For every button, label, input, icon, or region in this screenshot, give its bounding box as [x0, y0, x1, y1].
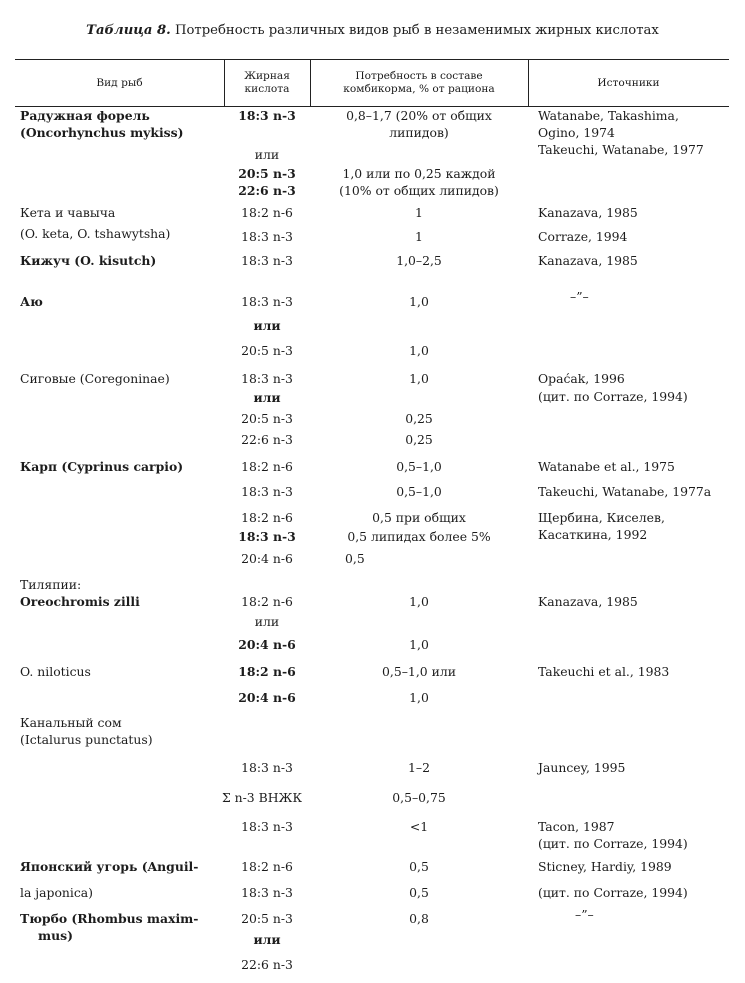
source: Takeuchi, Watanabe, 1977a [538, 484, 712, 499]
requirement: 0,25 [405, 411, 433, 426]
fatty-acid: 20:4 n-6 [238, 690, 296, 705]
fatty-acid: 18:2 n-6 [238, 664, 296, 679]
fatty-acid: 20:5 n-3 [241, 911, 293, 926]
species-name: Сиговые (Coregoninae) [20, 371, 170, 386]
requirement: 0,5 [409, 859, 429, 874]
fatty-acid: 18:3 n-3 [241, 760, 293, 775]
source: Tacon, 1987 [538, 819, 615, 834]
fatty-acid: 18:3 n-3 [238, 108, 296, 123]
requirement: 0,25 [405, 432, 433, 447]
source: –”– [575, 907, 594, 922]
or-connector: или [254, 614, 280, 629]
requirement: 0,5–0,75 [392, 790, 446, 805]
fatty-acid: 20:4 n-6 [238, 637, 296, 652]
species-name: Oreochromis zilli [20, 594, 140, 609]
species-latin: (Oncorhynchus mykiss) [20, 125, 184, 140]
source: Ogino, 1974 [538, 125, 615, 140]
species-latin: (Ictalurus punctatus) [20, 732, 153, 747]
species-name: Японский угорь (Anguil- [20, 859, 199, 874]
fatty-acid: 18:2 n-6 [241, 859, 293, 874]
species-group: Тиляпии: [20, 577, 82, 592]
requirement: 0,8–1,7 (20% от общих [346, 108, 492, 123]
source: Watanabe et al., 1975 [538, 459, 675, 474]
requirement: <1 [409, 819, 429, 834]
requirement: 0,5–1,0 [396, 459, 442, 474]
fatty-acid: 18:3 n-3 [241, 484, 293, 499]
species-latin: (O. keta, O. tshawytsha) [20, 226, 171, 241]
source: Kanazava, 1985 [538, 594, 638, 609]
requirement: 0,5–1,0 [396, 484, 442, 499]
requirement: 1,0 [409, 637, 429, 652]
source: (цит. по Corraze, 1994) [538, 389, 688, 404]
requirement: 1,0 [409, 690, 429, 705]
source: Watanabe, Takashima, [538, 108, 679, 123]
species-name: Аю [20, 294, 43, 309]
requirement: 1,0 [409, 294, 429, 309]
requirement: 1 [415, 205, 423, 220]
fatty-acid: 18:3 n-3 [241, 229, 293, 244]
fatty-acid: 20:5 n-3 [238, 166, 296, 181]
source: –”– [570, 289, 589, 304]
fatty-acid: 18:2 n-6 [241, 594, 293, 609]
or-connector: или [253, 318, 281, 333]
requirement: 1,0 [409, 371, 429, 386]
species-name: Карп (Cyprinus carpio) [20, 459, 184, 474]
source: (цит. по Corraze, 1994) [538, 885, 688, 900]
requirement: (10% от общих липидов) [339, 183, 499, 198]
header-species: Вид рыб [96, 76, 143, 89]
species-latin: mus) [38, 928, 73, 943]
source: (цит. по Corraze, 1994) [538, 836, 688, 851]
table-caption-text: Потребность различных видов рыб в незаменимых жирных кислотах [174, 23, 659, 38]
source: Щербина, Киселев, [538, 510, 665, 525]
fatty-acid: 22:6 n-3 [238, 183, 296, 198]
header-sources: Источники [597, 76, 660, 89]
requirement: 1,0–2,5 [396, 253, 442, 268]
requirement: 0,8 [409, 911, 429, 926]
table-caption-label: Таблица 8. [86, 23, 171, 38]
fatty-acid: 18:3 n-3 [241, 371, 293, 386]
table-caption [20, 23, 725, 38]
fatty-acid: Σ n-3 ВНЖК [221, 790, 303, 805]
requirement: 0,5 липидах более 5% [347, 529, 491, 544]
fatty-acid: 18:2 n-6 [241, 510, 293, 525]
source: Takeuchi, Watanabe, 1977 [538, 142, 704, 157]
requirement: 0,5–1,0 или [382, 664, 456, 679]
species-name: Канальный сом [20, 715, 122, 730]
fatty-acid: 18:3 n-3 [241, 819, 293, 834]
or-connector: или [254, 147, 280, 162]
fatty-acid: 22:6 n-3 [241, 957, 293, 972]
species-name: O. niloticus [20, 664, 91, 679]
fatty-acid: 18:3 n-3 [241, 253, 293, 268]
fatty-acid: 20:4 n-6 [241, 551, 293, 566]
requirement: 1–2 [408, 760, 430, 775]
requirement: 0,5 [345, 551, 365, 566]
source: Takeuchi et al., 1983 [538, 664, 670, 679]
species-latin: la japonica) [20, 885, 94, 900]
source: Kanazava, 1985 [538, 253, 638, 268]
source: Corraze, 1994 [538, 229, 628, 244]
fatty-acid: 18:2 n-6 [241, 459, 293, 474]
or-connector: или [253, 390, 281, 405]
source: Sticney, Hardiy, 1989 [538, 859, 672, 874]
requirement: липидов) [389, 125, 449, 140]
fatty-acid: 18:3 n-3 [238, 529, 296, 544]
source: Kanazava, 1985 [538, 205, 638, 220]
fatty-acid: 22:6 n-3 [241, 432, 293, 447]
species-name: Тюрбо (Rhombus maxim- [20, 911, 199, 926]
species-name: Кижуч (O. kisutch) [20, 253, 157, 268]
fatty-acid: 18:2 n-6 [241, 205, 293, 220]
source: Jauncey, 1995 [538, 760, 626, 775]
fatty-acid: 20:5 n-3 [241, 411, 293, 426]
requirement: 1,0 или по 0,25 каждой [342, 166, 496, 181]
requirement: 1,0 [409, 343, 429, 358]
requirement: 1 [415, 229, 423, 244]
source: Касаткина, 1992 [538, 527, 648, 542]
fatty-acid: 20:5 n-3 [241, 343, 293, 358]
species-name: Радужная форель [20, 108, 150, 123]
requirement: 0,5 при общих [372, 510, 466, 525]
species-name: Кета и чавыча [20, 205, 116, 220]
source: Opaćak, 1996 [538, 371, 625, 386]
header-fatty-acid: Жирная кислота [244, 70, 290, 95]
header-requirement: Потребность в составе комбикорма, % от рациона [343, 70, 495, 95]
requirement: 0,5 [409, 885, 429, 900]
requirement: 1,0 [409, 594, 429, 609]
or-connector: или [253, 932, 281, 947]
fatty-acid: 18:3 n-3 [241, 885, 293, 900]
fatty-acid: 18:3 n-3 [241, 294, 293, 309]
